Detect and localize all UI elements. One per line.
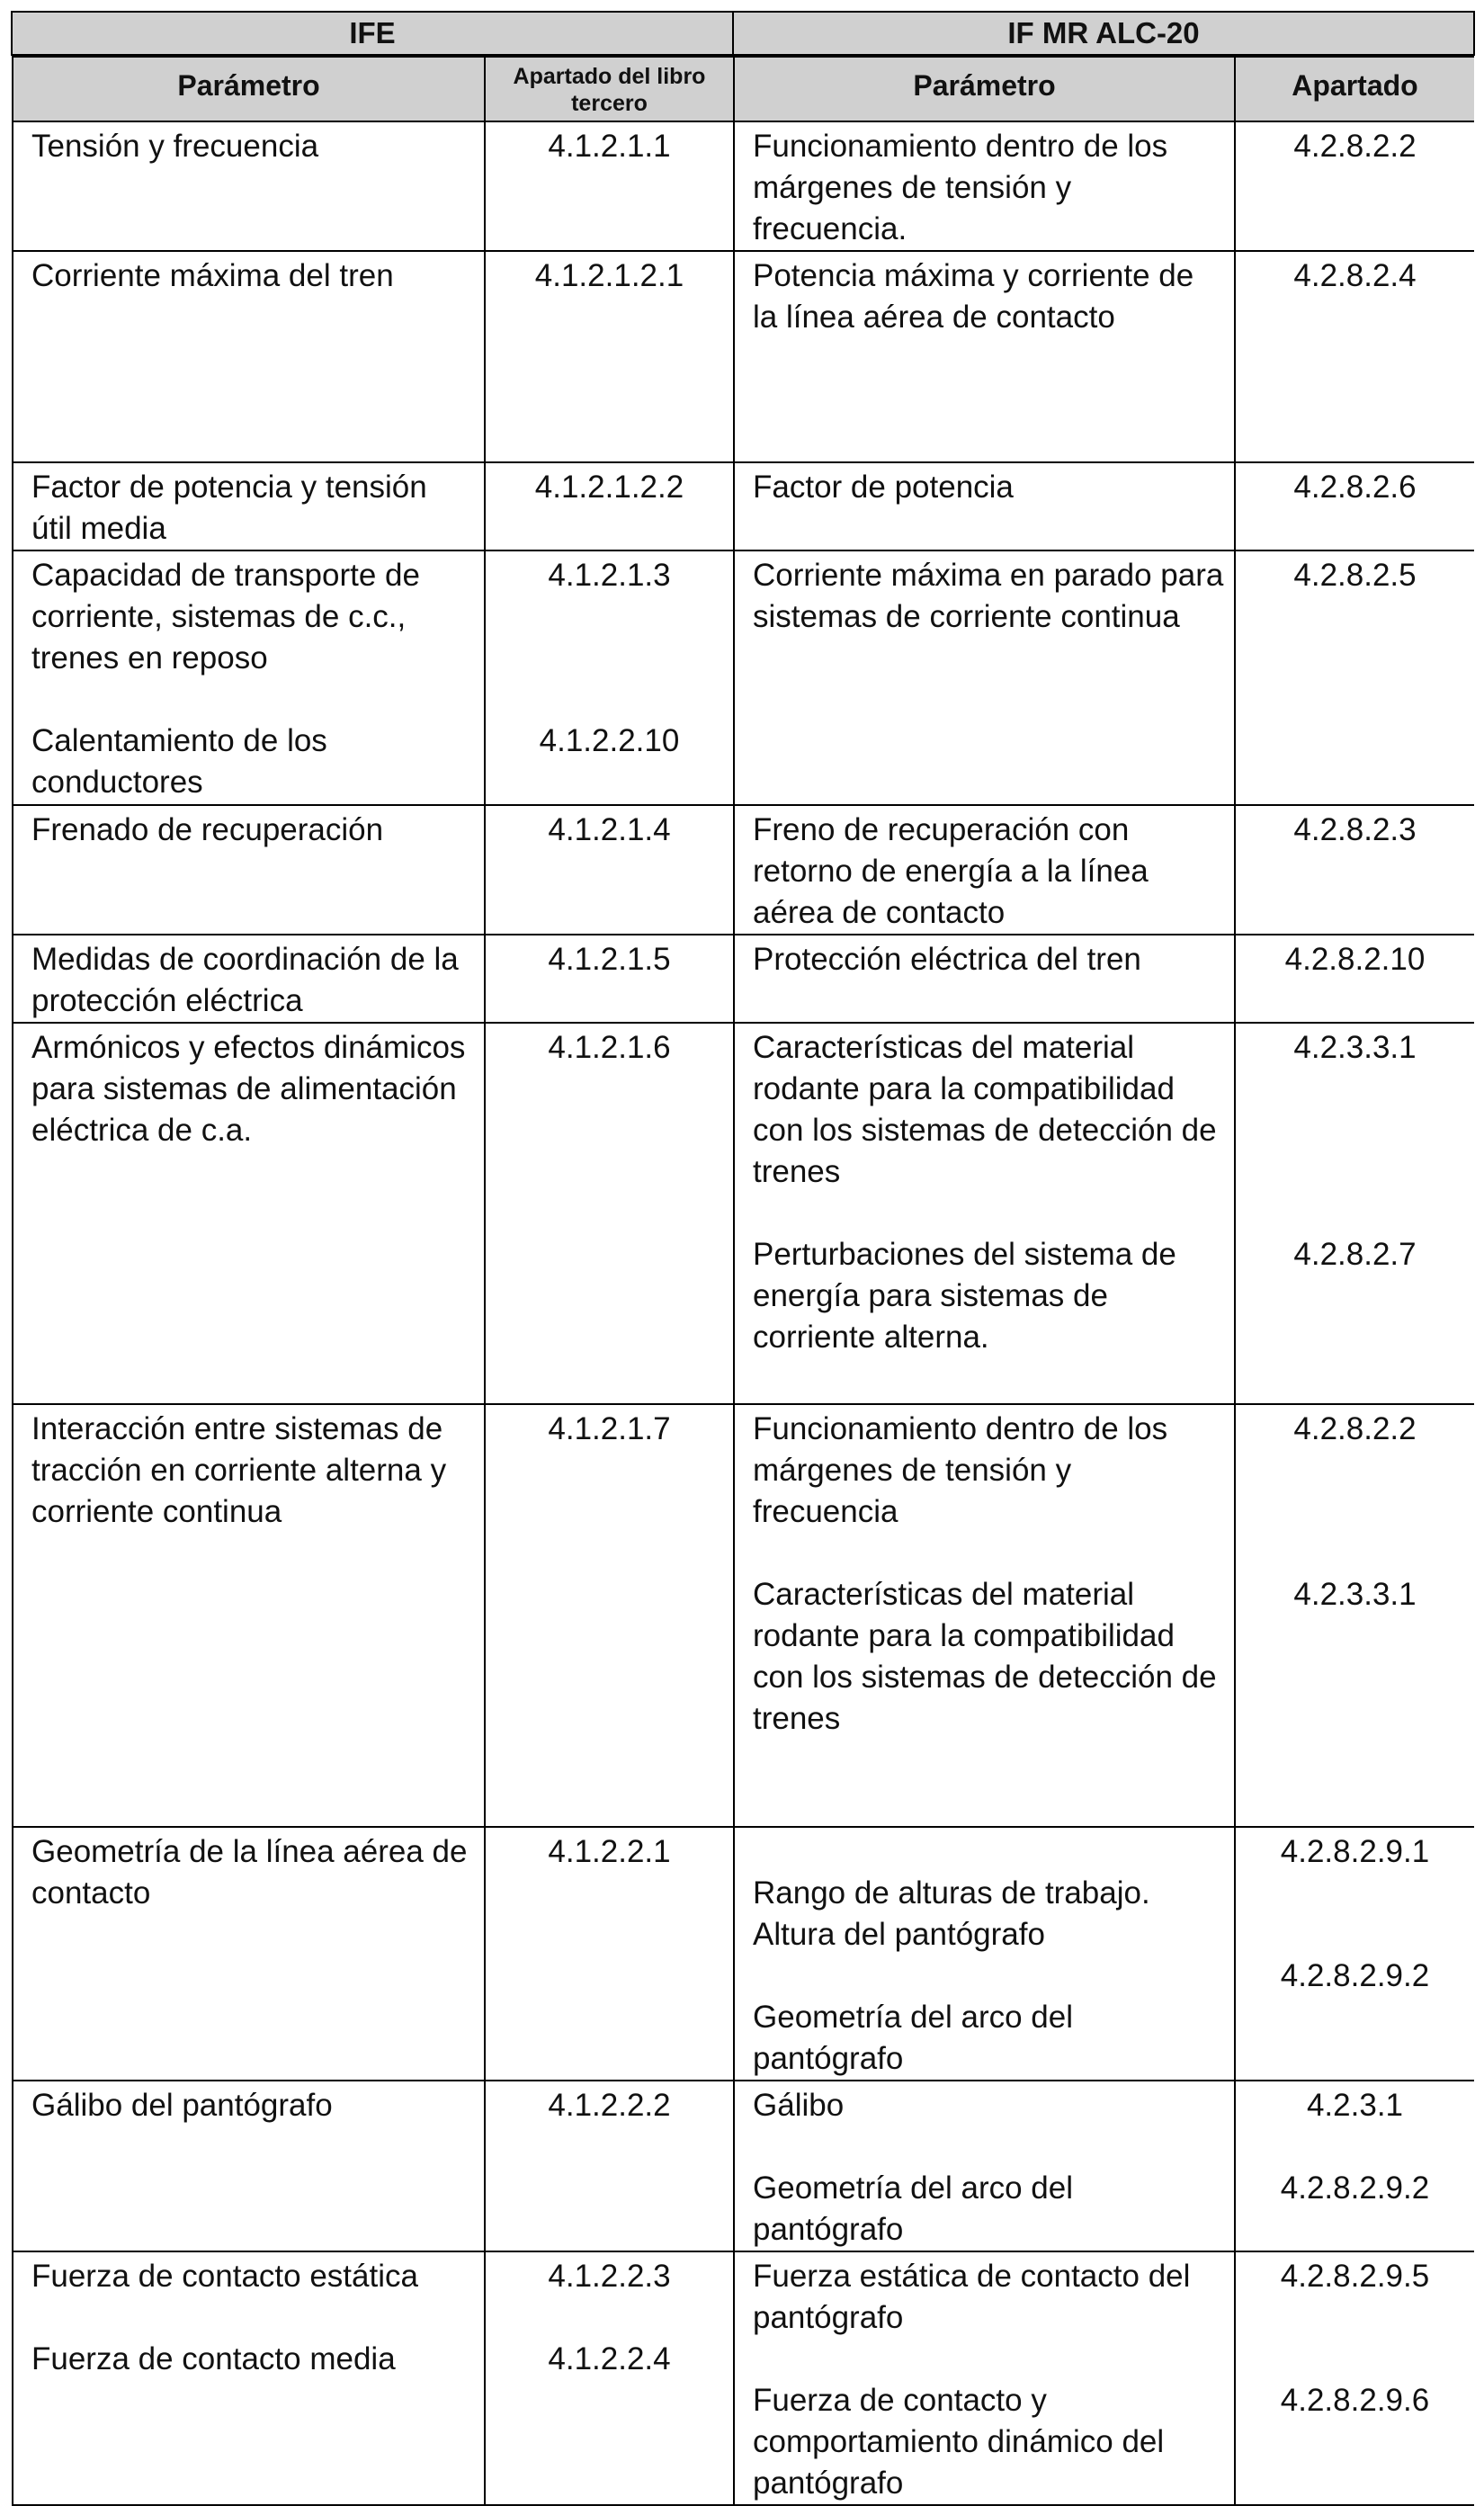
- column-header-parametro-alc: Parámetro: [734, 57, 1235, 121]
- alc-parameter: Funcionamiento dentro de los márgenes de tensión y frecuencia: [753, 1411, 1168, 1529]
- table-body: [12, 56, 1474, 2506]
- ife-parameter-cell: [13, 550, 485, 805]
- alc-reference: 4.2.8.2.2: [1293, 1411, 1417, 1446]
- alc-parameter-cell: [734, 2081, 1235, 2251]
- correspondence-table: [11, 11, 1475, 2506]
- ife-parameter: Armónicos y efectos dinámicos para sistemas de alimentación eléctrica de c.a.: [31, 1030, 466, 1148]
- alc-reference: 4.2.3.1: [1306, 2088, 1404, 2123]
- ife-parameter-cell: [13, 251, 485, 462]
- alc-parameter-cell: [734, 1023, 1235, 1404]
- ife-parameter: Medidas de coordinación de la protección eléctrica: [31, 942, 459, 1018]
- ife-reference-cell: [485, 462, 734, 550]
- alc-parameter: Características del material rodante para la compatibilidad con los sistemas de detección de trenes: [753, 1577, 1217, 1736]
- ife-reference: 4.1.2.1.3: [548, 558, 671, 593]
- ife-reference-cell: [485, 2251, 734, 2505]
- alc-parameter: Corriente máxima en parado para sistemas de corriente continua: [753, 558, 1224, 634]
- ife-parameter: Geometría de la línea aérea de contacto: [31, 1834, 468, 1911]
- ife-reference: 4.1.2.2.10: [539, 723, 680, 758]
- ife-reference-cell: [485, 1827, 734, 2081]
- alc-parameter: Gálibo: [753, 2088, 845, 2123]
- table-row: [13, 1827, 1474, 2081]
- ife-reference: 4.1.2.1.5: [548, 942, 671, 977]
- ife-parameter-cell: [13, 935, 485, 1023]
- ife-parameter-cell: [13, 1023, 485, 1404]
- group-header-ife: IFE: [12, 12, 733, 55]
- alc-reference-cell: [1235, 121, 1474, 251]
- ife-parameter: Interacción entre sistemas de tracción en corriente alterna y corriente continua: [31, 1411, 447, 1529]
- ife-reference-cell: [485, 805, 734, 935]
- alc-parameter-cell: [734, 935, 1235, 1023]
- ife-parameter: Fuerza de contacto media: [31, 2341, 396, 2376]
- ife-reference: 4.1.2.1.2.1: [534, 258, 684, 293]
- alc-reference: 4.2.8.2.9.1: [1280, 1834, 1430, 1869]
- alc-reference: 4.2.3.3.1: [1293, 1030, 1417, 1065]
- ife-parameter: Fuerza de contacto estática: [31, 2259, 418, 2294]
- ife-parameter-cell: [13, 1404, 485, 1827]
- table-row: [13, 251, 1474, 462]
- ife-reference: 4.1.2.1.7: [548, 1411, 671, 1446]
- alc-reference: 4.2.8.2.7: [1293, 1237, 1417, 1272]
- alc-parameter-cell: [734, 1404, 1235, 1827]
- alc-parameter: Geometría del arco del pantógrafo: [753, 2170, 1074, 2247]
- alc-reference: 4.2.8.2.4: [1293, 258, 1417, 293]
- ife-reference-cell: [485, 550, 734, 805]
- ife-parameter-cell: [13, 2081, 485, 2251]
- alc-parameter: Factor de potencia: [753, 470, 1014, 505]
- table-row: [13, 935, 1474, 1023]
- table-row: [13, 462, 1474, 550]
- alc-reference: 4.2.8.2.9.2: [1280, 1958, 1430, 1993]
- alc-reference-cell: [1235, 1827, 1474, 2081]
- ife-reference: 4.1.2.1.1: [548, 129, 671, 164]
- ife-reference: 4.1.2.2.1: [548, 1834, 671, 1869]
- alc-parameter-cell: [734, 251, 1235, 462]
- alc-reference-cell: [1235, 550, 1474, 805]
- alc-reference: 4.2.8.2.3: [1293, 812, 1417, 847]
- alc-reference-cell: [1235, 251, 1474, 462]
- group-header-if-mr-alc-20: IF MR ALC-20: [733, 12, 1474, 55]
- table-row: [13, 805, 1474, 935]
- alc-parameter: Freno de recuperación con retorno de energía a la línea aérea de contacto: [753, 812, 1149, 930]
- table-row: [13, 550, 1474, 805]
- ife-parameter-cell: [13, 805, 485, 935]
- ife-reference-cell: [485, 2081, 734, 2251]
- alc-reference: 4.2.8.2.9.2: [1280, 2170, 1430, 2206]
- ife-reference-cell: [485, 1404, 734, 1827]
- table-row: [13, 1404, 1474, 1827]
- alc-reference: 4.2.8.2.2: [1293, 129, 1417, 164]
- ife-parameter: Calentamiento de los conductores: [31, 723, 327, 800]
- alc-reference: 4.2.8.2.9.5: [1280, 2259, 1430, 2294]
- alc-reference-cell: [1235, 805, 1474, 935]
- table-row: [13, 1023, 1474, 1404]
- alc-reference-cell: [1235, 2251, 1474, 2505]
- alc-parameter: Geometría del arco del pantógrafo: [753, 2000, 1074, 2076]
- alc-parameter-cell: [734, 121, 1235, 251]
- alc-parameter-cell: [734, 805, 1235, 935]
- ife-reference: 4.1.2.1.4: [548, 812, 671, 847]
- ife-reference: 4.1.2.2.4: [548, 2341, 671, 2376]
- ife-reference-cell: [485, 251, 734, 462]
- table-row: [13, 2081, 1474, 2251]
- column-header-parametro-ife: Parámetro: [13, 57, 485, 121]
- alc-parameter: Características del material rodante para la compatibilidad con los sistemas de detección de trenes: [753, 1030, 1217, 1189]
- alc-parameter: Fuerza de contacto y comportamiento dinámico del pantógrafo: [753, 2383, 1165, 2501]
- ife-reference-cell: [485, 935, 734, 1023]
- ife-parameter: Capacidad de transporte de corriente, sistemas de c.c., trenes en reposo: [31, 558, 420, 676]
- alc-parameter: Rango de alturas de trabajo. Altura del pantógrafo: [753, 1875, 1150, 1952]
- ife-reference-cell: [485, 121, 734, 251]
- ife-parameter-cell: [13, 462, 485, 550]
- ife-parameter-cell: [13, 1827, 485, 2081]
- alc-reference-cell: [1235, 2081, 1474, 2251]
- ife-reference: 4.1.2.2.3: [548, 2259, 671, 2294]
- alc-parameter: Perturbaciones del sistema de energía para sistemas de corriente alterna.: [753, 1237, 1176, 1355]
- alc-parameter-cell: [734, 462, 1235, 550]
- alc-reference: 4.2.8.2.5: [1293, 558, 1417, 593]
- ife-parameter-cell: [13, 2251, 485, 2505]
- ife-reference: 4.1.2.1.2.2: [534, 470, 684, 505]
- alc-parameter-cell: [734, 2251, 1235, 2505]
- ife-parameter: Tensión y frecuencia: [31, 129, 319, 164]
- alc-reference-cell: [1235, 1023, 1474, 1404]
- ife-parameter: Gálibo del pantógrafo: [31, 2088, 333, 2123]
- column-header-apartado: Apartado: [1235, 57, 1474, 121]
- alc-parameter-cell: [734, 1827, 1235, 2081]
- ife-reference: 4.1.2.1.6: [548, 1030, 671, 1065]
- alc-reference: 4.2.8.2.10: [1284, 942, 1426, 977]
- alc-parameter: Funcionamiento dentro de los márgenes de tensión y frecuencia.: [753, 129, 1168, 246]
- ife-parameter: Factor de potencia y tensión útil media: [31, 470, 427, 546]
- alc-parameter: Fuerza estática de contacto del pantógrafo: [753, 2259, 1191, 2335]
- ife-parameter: Corriente máxima del tren: [31, 258, 394, 293]
- ife-reference: 4.1.2.2.2: [548, 2088, 671, 2123]
- alc-reference-cell: [1235, 462, 1474, 550]
- column-header-apartado-libro-tercero: Apartado del libro tercero: [485, 57, 734, 121]
- table-row: [13, 2251, 1474, 2505]
- alc-parameter: Protección eléctrica del tren: [753, 942, 1141, 977]
- alc-reference-cell: [1235, 935, 1474, 1023]
- table-row: [13, 121, 1474, 251]
- alc-reference: 4.2.8.2.9.6: [1280, 2383, 1430, 2418]
- alc-reference-cell: [1235, 1404, 1474, 1827]
- alc-reference: 4.2.3.3.1: [1293, 1577, 1417, 1612]
- alc-parameter-cell: [734, 550, 1235, 805]
- alc-parameter: Potencia máxima y corriente de la línea aérea de contacto: [753, 258, 1194, 335]
- ife-reference-cell: [485, 1023, 734, 1404]
- ife-parameter-cell: [13, 121, 485, 251]
- alc-reference: 4.2.8.2.6: [1293, 470, 1417, 505]
- ife-parameter: Frenado de recuperación: [31, 812, 384, 847]
